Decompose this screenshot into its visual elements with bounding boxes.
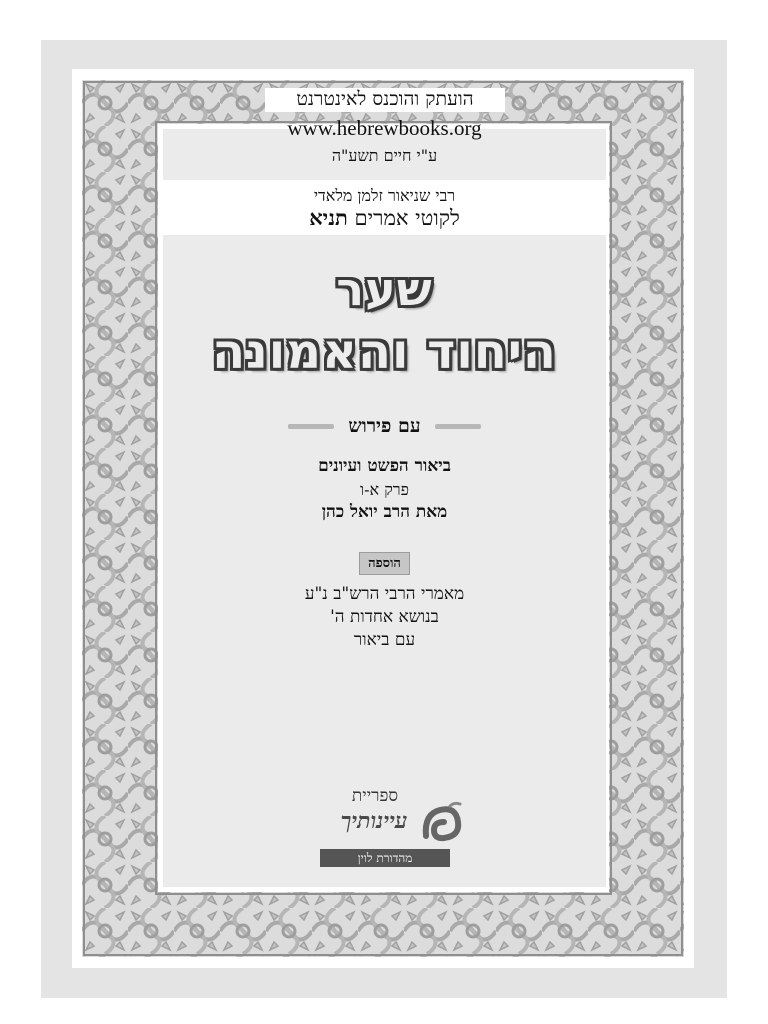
appendix-badge-wrap xyxy=(160,552,609,575)
publisher-mark-icon xyxy=(420,800,464,846)
commentary-line-2: פרק א-ו xyxy=(360,480,409,499)
book-name: תניא xyxy=(309,205,348,230)
by-line: ע"י חיים תשע"ה xyxy=(331,146,438,165)
divider-left xyxy=(288,424,334,429)
publisher-label-top: ספריית xyxy=(351,786,399,806)
copy-notice: הועתק והוכנס לאינטרנט xyxy=(265,88,505,112)
subtitle: עם פירוש xyxy=(348,414,421,437)
appendix-line-3: עם ביאור xyxy=(353,630,416,650)
edition-strip: מהדורת לוין xyxy=(320,849,450,867)
publisher-label-main: עיינותיך xyxy=(340,808,408,834)
publisher-logo xyxy=(300,780,470,870)
title-line-2: היחוד והאמונה xyxy=(212,324,557,380)
book-name-line xyxy=(160,205,609,231)
divider-right xyxy=(435,424,481,429)
author-name: רבי שניאור זלמן מלאדי xyxy=(313,186,456,205)
subtitle-row xyxy=(160,413,609,439)
commentary-line-1: ביאור הפשט ועיונים xyxy=(318,456,451,476)
appendix-badge: הוספה xyxy=(359,552,410,575)
commentary-line-3: מאת הרב יואל כהן xyxy=(321,502,448,522)
book-prefix: לקוטי אמרים xyxy=(347,206,460,230)
source-url: www.hebrewbooks.org xyxy=(287,116,482,140)
appendix-line-1: מאמרי הרבי הרש"ב נ"ע xyxy=(304,584,465,604)
title-line-1: שער xyxy=(336,262,433,316)
appendix-line-2: בנושא אחדות ה' xyxy=(330,607,439,627)
